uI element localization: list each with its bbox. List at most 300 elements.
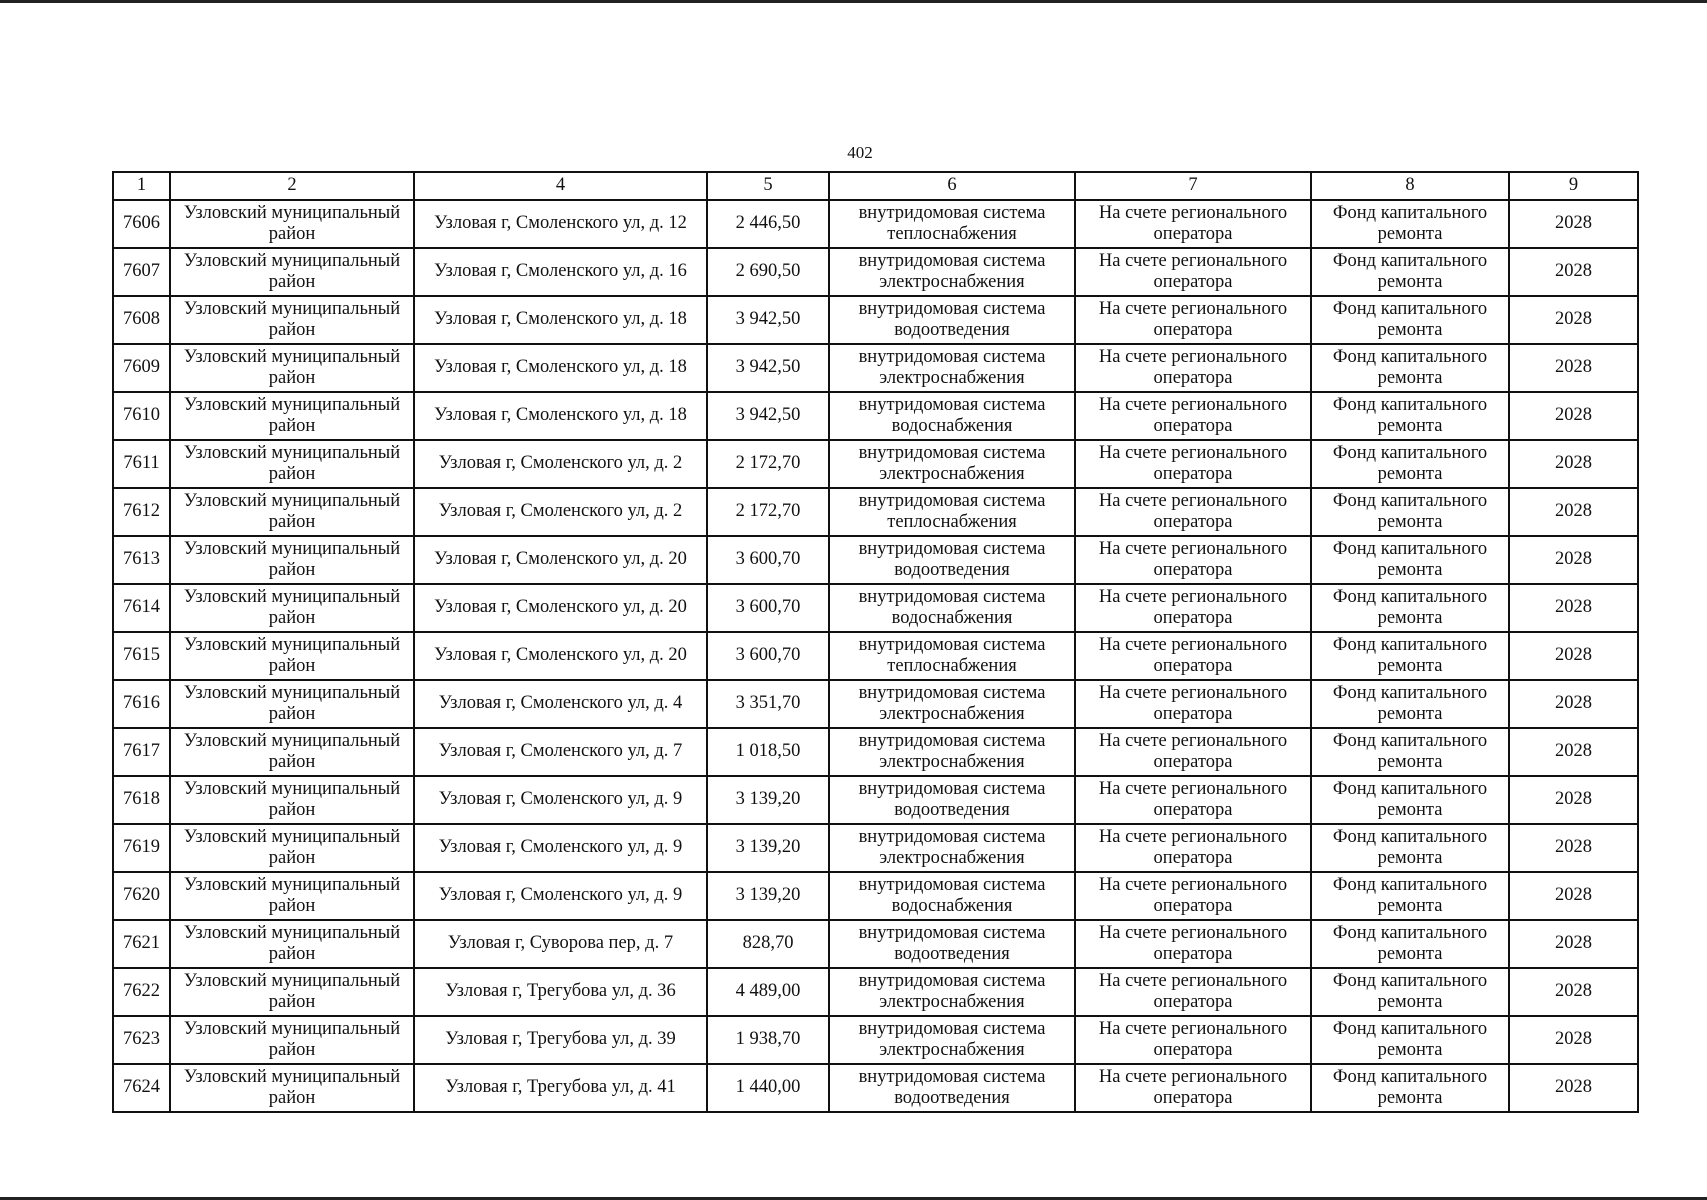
row-number-cell: 7611: [113, 440, 170, 488]
address-cell: Узловая г, Смоленского ул, д. 20: [414, 632, 707, 680]
address-cell: Узловая г, Трегубова ул, д. 41: [414, 1064, 707, 1112]
system-cell-line: внутридомовая система: [858, 682, 1046, 703]
account-cell-line: На счете регионального: [1098, 250, 1288, 271]
system-cell-line: внутридомовая система: [858, 778, 1046, 799]
account-cell: [1075, 248, 1311, 296]
system-cell-line: водоснабжения: [891, 416, 1013, 436]
district-cell-line: Узловский муниципальный: [183, 874, 401, 895]
system-cell-line: электроснабжения: [879, 464, 1025, 484]
fund-cell: [1311, 824, 1509, 872]
account-cell: [1075, 536, 1311, 584]
year-cell: 2028: [1509, 536, 1638, 584]
district-cell: [170, 440, 414, 488]
system-cell-line: внутридомовая система: [858, 202, 1046, 223]
system-cell: [829, 200, 1075, 248]
fund-cell: [1311, 776, 1509, 824]
fund-cell-line: ремонта: [1377, 560, 1443, 580]
fund-cell-line: ремонта: [1377, 512, 1443, 532]
account-cell: [1075, 680, 1311, 728]
fund-cell-line: ремонта: [1377, 272, 1443, 292]
system-cell-line: электроснабжения: [879, 848, 1025, 868]
year-cell: 2028: [1509, 728, 1638, 776]
system-cell-line: внутридомовая система: [858, 490, 1046, 511]
system-cell: [829, 488, 1075, 536]
account-cell-line: На счете регионального: [1098, 634, 1288, 655]
system-cell-line: электроснабжения: [879, 992, 1025, 1012]
fund-cell: [1311, 728, 1509, 776]
district-cell-line: район: [268, 848, 316, 868]
district-cell-line: район: [268, 368, 316, 388]
year-cell: 2028: [1509, 392, 1638, 440]
area-cell: 2 172,70: [707, 488, 829, 536]
account-cell: [1075, 488, 1311, 536]
system-cell-line: электроснабжения: [879, 272, 1025, 292]
district-cell: [170, 728, 414, 776]
account-cell: [1075, 440, 1311, 488]
system-cell-line: теплоснабжения: [887, 224, 1017, 244]
district-cell: [170, 344, 414, 392]
district-cell: [170, 920, 414, 968]
district-cell: [170, 824, 414, 872]
area-cell: 3 600,70: [707, 584, 829, 632]
column-header: 6: [829, 172, 1075, 200]
account-cell-line: На счете регионального: [1098, 682, 1288, 703]
year-cell: 2028: [1509, 920, 1638, 968]
account-cell-line: оператора: [1153, 704, 1233, 724]
account-cell-line: На счете регионального: [1098, 346, 1288, 367]
account-cell-line: оператора: [1153, 416, 1233, 436]
account-cell-line: На счете регионального: [1098, 970, 1288, 991]
district-cell-line: Узловский муниципальный: [183, 826, 401, 847]
district-cell: [170, 536, 414, 584]
area-cell: 1 440,00: [707, 1064, 829, 1112]
district-cell: [170, 776, 414, 824]
system-cell-line: внутридомовая система: [858, 250, 1046, 271]
system-cell-line: внутридомовая система: [858, 874, 1046, 895]
district-cell: [170, 488, 414, 536]
address-cell: Узловая г, Смоленского ул, д. 20: [414, 584, 707, 632]
district-cell-line: Узловский муниципальный: [183, 442, 401, 463]
area-cell: 2 690,50: [707, 248, 829, 296]
account-cell: [1075, 632, 1311, 680]
district-cell-line: район: [268, 704, 316, 724]
account-cell-line: оператора: [1153, 944, 1233, 964]
system-cell-line: внутридомовая система: [858, 730, 1046, 751]
address-cell: Узловая г, Смоленского ул, д. 12: [414, 200, 707, 248]
system-cell: [829, 680, 1075, 728]
system-cell-line: внутридомовая система: [858, 634, 1046, 655]
address-cell: Узловая г, Смоленского ул, д. 16: [414, 248, 707, 296]
year-cell: 2028: [1509, 584, 1638, 632]
district-cell-line: Узловский муниципальный: [183, 490, 401, 511]
district-cell-line: район: [268, 320, 316, 340]
district-cell-line: район: [268, 416, 316, 436]
system-cell-line: водоотведения: [894, 560, 1010, 580]
fund-cell-line: Фонд капитального: [1332, 634, 1488, 655]
account-cell-line: На счете регионального: [1098, 1018, 1288, 1039]
fund-cell-line: Фонд капитального: [1332, 586, 1488, 607]
row-number-cell: 7616: [113, 680, 170, 728]
fund-cell: [1311, 200, 1509, 248]
fund-cell: [1311, 632, 1509, 680]
area-cell: 2 446,50: [707, 200, 829, 248]
address-cell: Узловая г, Смоленского ул, д. 18: [414, 296, 707, 344]
district-cell-line: район: [268, 944, 316, 964]
column-header: 1: [113, 172, 170, 200]
district-cell-line: район: [268, 1088, 316, 1108]
system-cell: [829, 1064, 1075, 1112]
fund-cell-line: ремонта: [1377, 992, 1443, 1012]
year-cell: 2028: [1509, 872, 1638, 920]
account-cell-line: оператора: [1153, 608, 1233, 628]
area-cell: 3 942,50: [707, 344, 829, 392]
register-table: [112, 171, 1639, 1113]
table-row: [113, 440, 1638, 488]
row-number-cell: 7620: [113, 872, 170, 920]
table-row: [113, 248, 1638, 296]
account-cell: [1075, 1064, 1311, 1112]
district-cell-line: район: [268, 464, 316, 484]
row-number-cell: 7613: [113, 536, 170, 584]
account-cell: [1075, 872, 1311, 920]
system-cell: [829, 536, 1075, 584]
fund-cell-line: ремонта: [1377, 368, 1443, 388]
fund-cell-line: ремонта: [1377, 704, 1443, 724]
district-cell-line: район: [268, 1040, 316, 1060]
table-row: [113, 968, 1638, 1016]
district-cell: [170, 968, 414, 1016]
year-cell: 2028: [1509, 680, 1638, 728]
account-cell: [1075, 296, 1311, 344]
column-header: 7: [1075, 172, 1311, 200]
fund-cell-line: Фонд капитального: [1332, 490, 1488, 511]
fund-cell-line: ремонта: [1377, 416, 1443, 436]
address-cell: Узловая г, Смоленского ул, д. 4: [414, 680, 707, 728]
district-cell-line: район: [268, 896, 316, 916]
column-header: 8: [1311, 172, 1509, 200]
year-cell: 2028: [1509, 200, 1638, 248]
row-number-cell: 7624: [113, 1064, 170, 1112]
district-cell-line: район: [268, 656, 316, 676]
district-cell-line: Узловский муниципальный: [183, 1066, 401, 1087]
address-cell: Узловая г, Смоленского ул, д. 18: [414, 344, 707, 392]
account-cell-line: оператора: [1153, 224, 1233, 244]
system-cell-line: теплоснабжения: [887, 656, 1017, 676]
account-cell-line: На счете регионального: [1098, 202, 1288, 223]
account-cell-line: оператора: [1153, 800, 1233, 820]
table-row: [113, 344, 1638, 392]
district-cell-line: район: [268, 992, 316, 1012]
district-cell-line: Узловский муниципальный: [183, 682, 401, 703]
district-cell-line: район: [268, 752, 316, 772]
system-cell-line: внутридомовая система: [858, 298, 1046, 319]
account-cell-line: На счете регионального: [1098, 586, 1288, 607]
account-cell: [1075, 920, 1311, 968]
fund-cell-line: ремонта: [1377, 464, 1443, 484]
fund-cell-line: ремонта: [1377, 608, 1443, 628]
account-cell-line: оператора: [1153, 848, 1233, 868]
system-cell: [829, 248, 1075, 296]
account-cell: [1075, 344, 1311, 392]
account-cell-line: оператора: [1153, 1040, 1233, 1060]
system-cell-line: внутридомовая система: [858, 1066, 1046, 1087]
row-number-cell: 7621: [113, 920, 170, 968]
year-cell: 2028: [1509, 296, 1638, 344]
account-cell-line: оператора: [1153, 272, 1233, 292]
system-cell: [829, 296, 1075, 344]
fund-cell-line: Фонд капитального: [1332, 202, 1488, 223]
area-cell: 828,70: [707, 920, 829, 968]
system-cell: [829, 728, 1075, 776]
district-cell: [170, 632, 414, 680]
fund-cell: [1311, 680, 1509, 728]
account-cell-line: На счете регионального: [1098, 394, 1288, 415]
fund-cell-line: ремонта: [1377, 1088, 1443, 1108]
fund-cell: [1311, 248, 1509, 296]
row-number-cell: 7612: [113, 488, 170, 536]
district-cell: [170, 248, 414, 296]
fund-cell-line: Фонд капитального: [1332, 538, 1488, 559]
district-cell: [170, 584, 414, 632]
year-cell: 2028: [1509, 248, 1638, 296]
account-cell-line: На счете регионального: [1098, 778, 1288, 799]
system-cell: [829, 872, 1075, 920]
account-cell-line: На счете регионального: [1098, 874, 1288, 895]
fund-cell: [1311, 872, 1509, 920]
system-cell: [829, 440, 1075, 488]
account-cell: [1075, 392, 1311, 440]
fund-cell: [1311, 440, 1509, 488]
system-cell-line: водоотведения: [894, 800, 1010, 820]
fund-cell: [1311, 344, 1509, 392]
row-number-cell: 7608: [113, 296, 170, 344]
system-cell: [829, 824, 1075, 872]
system-cell-line: внутридомовая система: [858, 586, 1046, 607]
district-cell-line: Узловский муниципальный: [183, 346, 401, 367]
area-cell: 3 139,20: [707, 872, 829, 920]
account-cell-line: На счете регионального: [1098, 826, 1288, 847]
district-cell: [170, 200, 414, 248]
fund-cell: [1311, 1064, 1509, 1112]
table-row: [113, 920, 1638, 968]
address-cell: Узловая г, Смоленского ул, д. 9: [414, 824, 707, 872]
table-row: [113, 680, 1638, 728]
district-cell-line: район: [268, 272, 316, 292]
table-row: [113, 296, 1638, 344]
area-cell: 1 938,70: [707, 1016, 829, 1064]
address-cell: Узловая г, Смоленского ул, д. 2: [414, 440, 707, 488]
fund-cell-line: ремонта: [1377, 896, 1443, 916]
row-number-cell: 7610: [113, 392, 170, 440]
fund-cell-line: ремонта: [1377, 944, 1443, 964]
system-cell: [829, 632, 1075, 680]
year-cell: 2028: [1509, 440, 1638, 488]
fund-cell-line: Фонд капитального: [1332, 442, 1488, 463]
account-cell-line: На счете регионального: [1098, 1066, 1288, 1087]
table-row: [113, 632, 1638, 680]
system-cell-line: теплоснабжения: [887, 512, 1017, 532]
fund-cell-line: Фонд капитального: [1332, 970, 1488, 991]
year-cell: 2028: [1509, 488, 1638, 536]
address-cell: Узловая г, Трегубова ул, д. 39: [414, 1016, 707, 1064]
column-header: 4: [414, 172, 707, 200]
system-cell: [829, 344, 1075, 392]
system-cell: [829, 392, 1075, 440]
table-row: [113, 488, 1638, 536]
fund-cell-line: ремонта: [1377, 320, 1443, 340]
fund-cell-line: ремонта: [1377, 656, 1443, 676]
table-row: [113, 728, 1638, 776]
fund-cell-line: ремонта: [1377, 752, 1443, 772]
district-cell-line: Узловский муниципальный: [183, 634, 401, 655]
row-number-cell: 7623: [113, 1016, 170, 1064]
scan-edge-top: [0, 0, 1707, 3]
row-number-cell: 7618: [113, 776, 170, 824]
fund-cell: [1311, 536, 1509, 584]
area-cell: 3 351,70: [707, 680, 829, 728]
table-body: [113, 200, 1638, 1112]
account-cell-line: оператора: [1153, 512, 1233, 532]
fund-cell-line: ремонта: [1377, 1040, 1443, 1060]
fund-cell: [1311, 488, 1509, 536]
year-cell: 2028: [1509, 824, 1638, 872]
fund-cell-line: Фонд капитального: [1332, 1018, 1488, 1039]
system-cell-line: внутридомовая система: [858, 394, 1046, 415]
table-row: [113, 536, 1638, 584]
address-cell: Узловая г, Смоленского ул, д. 18: [414, 392, 707, 440]
fund-cell-line: Фонд капитального: [1332, 346, 1488, 367]
row-number-cell: 7607: [113, 248, 170, 296]
fund-cell: [1311, 584, 1509, 632]
fund-cell-line: Фонд капитального: [1332, 730, 1488, 751]
account-cell-line: оператора: [1153, 1088, 1233, 1108]
fund-cell-line: Фонд капитального: [1332, 1066, 1488, 1087]
fund-cell-line: Фонд капитального: [1332, 874, 1488, 895]
fund-cell-line: ремонта: [1377, 224, 1443, 244]
table-row: [113, 872, 1638, 920]
system-cell-line: электроснабжения: [879, 704, 1025, 724]
system-cell-line: внутридомовая система: [858, 442, 1046, 463]
fund-cell-line: Фонд капитального: [1332, 298, 1488, 319]
system-cell-line: электроснабжения: [879, 368, 1025, 388]
account-cell: [1075, 968, 1311, 1016]
area-cell: 1 018,50: [707, 728, 829, 776]
table-row: [113, 1016, 1638, 1064]
district-cell: [170, 296, 414, 344]
row-number-cell: 7622: [113, 968, 170, 1016]
system-cell: [829, 968, 1075, 1016]
account-cell-line: оператора: [1153, 320, 1233, 340]
fund-cell-line: Фонд капитального: [1332, 250, 1488, 271]
district-cell-line: Узловский муниципальный: [183, 298, 401, 319]
system-cell-line: водоснабжения: [891, 896, 1013, 916]
page-number: 402: [847, 143, 873, 162]
account-cell-line: На счете регионального: [1098, 922, 1288, 943]
account-cell-line: оператора: [1153, 656, 1233, 676]
table-row: [113, 200, 1638, 248]
system-cell-line: водоотведения: [894, 1088, 1010, 1108]
district-cell-line: район: [268, 224, 316, 244]
district-cell-line: Узловский муниципальный: [183, 250, 401, 271]
system-cell-line: внутридомовая система: [858, 970, 1046, 991]
account-cell: [1075, 824, 1311, 872]
district-cell: [170, 392, 414, 440]
account-cell: [1075, 1016, 1311, 1064]
area-cell: 3 139,20: [707, 776, 829, 824]
fund-cell: [1311, 296, 1509, 344]
area-cell: 3 942,50: [707, 392, 829, 440]
fund-cell: [1311, 920, 1509, 968]
table-row: [113, 392, 1638, 440]
table-row: [113, 1064, 1638, 1112]
district-cell-line: район: [268, 800, 316, 820]
district-cell-line: Узловский муниципальный: [183, 202, 401, 223]
address-cell: Узловая г, Смоленского ул, д. 2: [414, 488, 707, 536]
area-cell: 4 489,00: [707, 968, 829, 1016]
system-cell-line: внутридомовая система: [858, 538, 1046, 559]
district-cell-line: район: [268, 560, 316, 580]
area-cell: 3 600,70: [707, 536, 829, 584]
account-cell-line: На счете регионального: [1098, 730, 1288, 751]
district-cell: [170, 1016, 414, 1064]
account-cell: [1075, 200, 1311, 248]
district-cell-line: район: [268, 512, 316, 532]
row-number-cell: 7614: [113, 584, 170, 632]
header-row: [113, 172, 1638, 200]
address-cell: Узловая г, Смоленского ул, д. 9: [414, 776, 707, 824]
address-cell: Узловая г, Трегубова ул, д. 36: [414, 968, 707, 1016]
address-cell: Узловая г, Смоленского ул, д. 20: [414, 536, 707, 584]
year-cell: 2028: [1509, 344, 1638, 392]
fund-cell-line: Фонд капитального: [1332, 826, 1488, 847]
fund-cell: [1311, 392, 1509, 440]
fund-cell-line: Фонд капитального: [1332, 922, 1488, 943]
district-cell-line: Узловский муниципальный: [183, 394, 401, 415]
area-cell: 3 600,70: [707, 632, 829, 680]
district-cell-line: Узловский муниципальный: [183, 922, 401, 943]
area-cell: 2 172,70: [707, 440, 829, 488]
account-cell-line: На счете регионального: [1098, 490, 1288, 511]
fund-cell-line: ремонта: [1377, 800, 1443, 820]
column-header: 9: [1509, 172, 1638, 200]
district-cell-line: Узловский муниципальный: [183, 778, 401, 799]
system-cell-line: водоснабжения: [891, 608, 1013, 628]
area-cell: 3 139,20: [707, 824, 829, 872]
year-cell: 2028: [1509, 776, 1638, 824]
district-cell: [170, 680, 414, 728]
account-cell-line: оператора: [1153, 896, 1233, 916]
fund-cell: [1311, 968, 1509, 1016]
district-cell-line: Узловский муниципальный: [183, 970, 401, 991]
district-cell-line: Узловский муниципальный: [183, 1018, 401, 1039]
table-row: [113, 776, 1638, 824]
fund-cell: [1311, 1016, 1509, 1064]
system-cell: [829, 584, 1075, 632]
row-number-cell: 7609: [113, 344, 170, 392]
district-cell: [170, 872, 414, 920]
fund-cell-line: Фонд капитального: [1332, 394, 1488, 415]
year-cell: 2028: [1509, 1016, 1638, 1064]
row-number-cell: 7606: [113, 200, 170, 248]
district-cell: [170, 1064, 414, 1112]
fund-cell-line: Фонд капитального: [1332, 682, 1488, 703]
system-cell-line: электроснабжения: [879, 1040, 1025, 1060]
account-cell-line: На счете регионального: [1098, 298, 1288, 319]
column-header: 5: [707, 172, 829, 200]
account-cell: [1075, 776, 1311, 824]
year-cell: 2028: [1509, 1064, 1638, 1112]
area-cell: 3 942,50: [707, 296, 829, 344]
